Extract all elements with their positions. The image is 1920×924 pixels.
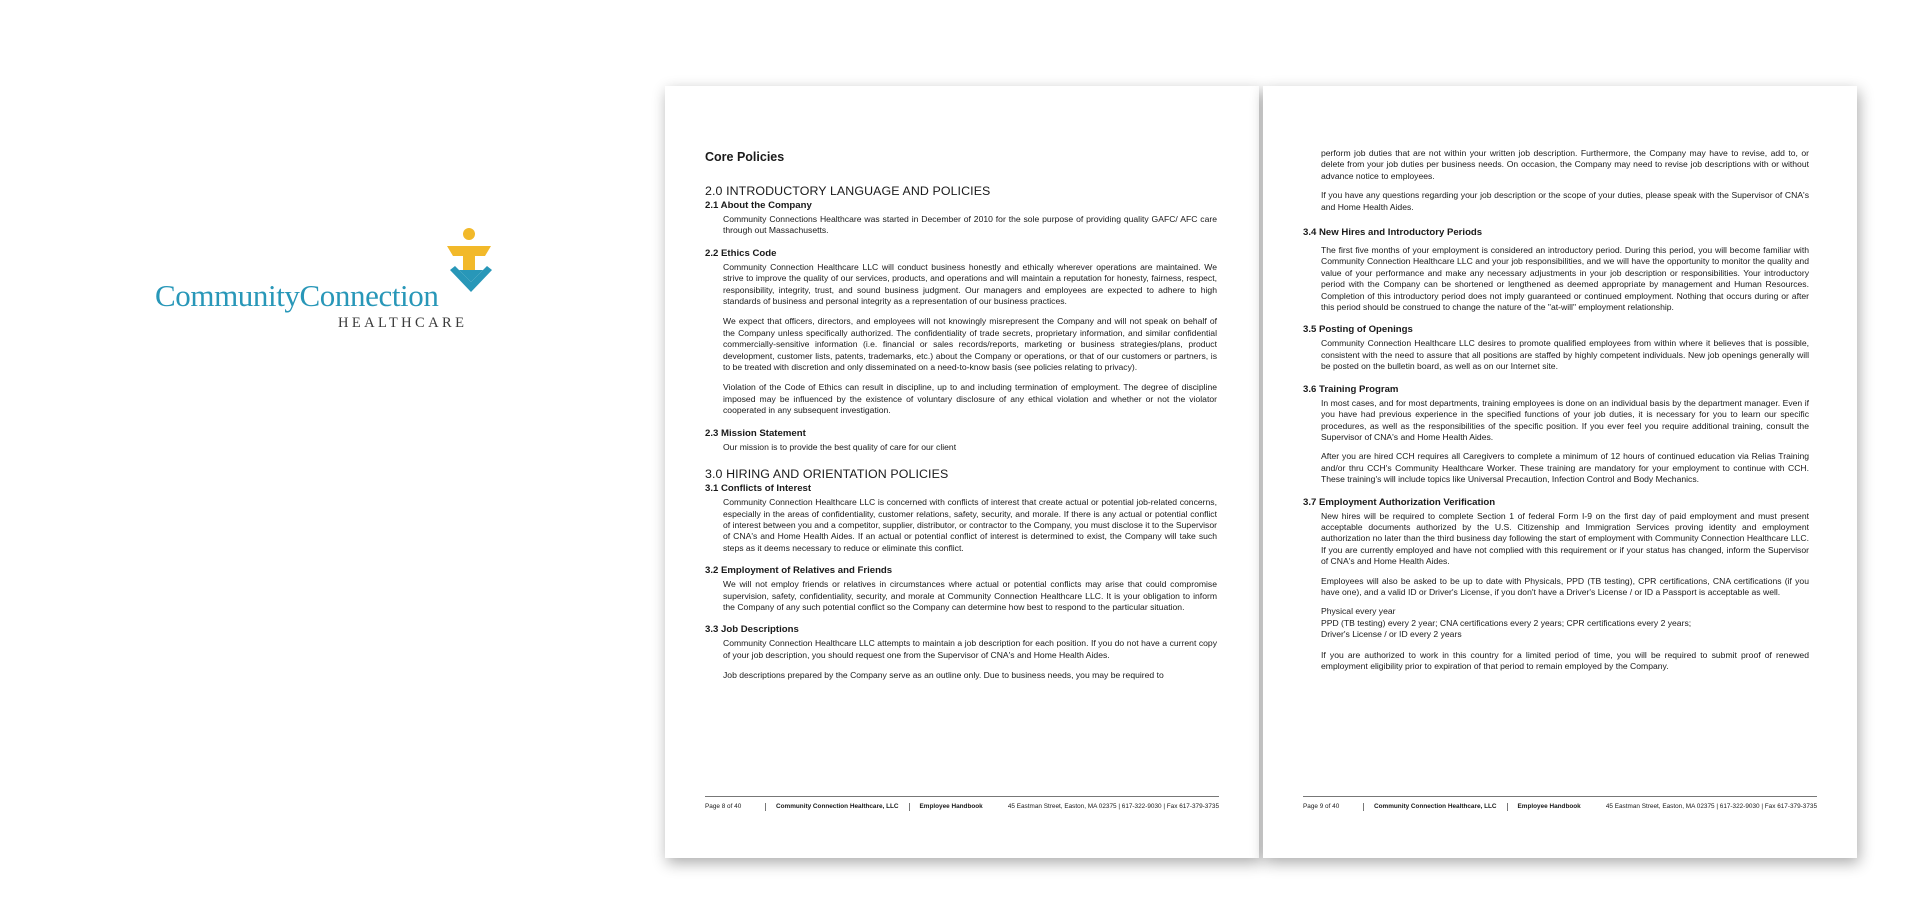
list-item: PPD (TB testing) every 2 year; CNA certifications every 2 years; CPR certifications every 2 years; [1321,617,1692,628]
handbook-page-9 [1263,86,1857,858]
paragraph: Job descriptions prepared by the Company serve as an outline only. Due to business needs, you may be required to [723,670,1164,681]
subsection-heading-2-1: 2.1 About the Company [705,200,812,211]
logo-sub-text: HEALTHCARE [338,315,468,331]
footer-address: 45 Eastman Street, Easton, MA 02375 | 617-322-9030 | Fax 617-379-3735 [1007,803,1219,810]
paragraph: Community Connection Healthcare LLC attempts to maintain a job description for each position. If you do not have a current copy of your job description, you should request one from the Supervisor of CNA's and Home Health Aides. [723,638,1217,660]
subsection-heading-3-2: 3.2 Employment of Relatives and Friends [705,565,893,577]
subsection-heading-3-4: 3.4 New Hires and Introductory Periods [1303,227,1483,239]
paragraph: Employees will also be asked to be up to date with Physicals, PPD (TB testing), CPR certifications, CNA certifications (if you have one), and a valid ID or Driver's License, if you don't have a Driver's License / or ID a Passport is acceptable as well. [1321,575,1809,597]
paragraph: If you are authorized to work in this country for a limited period of time, you will be required to submit proof of renewed employment eligibility prior to expiration of that period to remain employed by the Company. [1321,649,1809,671]
logo-brand-text: CommunityConnection [155,278,439,313]
paragraph: perform job duties that are not within your written job description. Furthermore, the Company may have to revise, add to, or delete from your job duties per business needs. On occasion, the Company may need to revise job descriptions with or without advance notice to employees. [1321,148,1809,181]
paragraph: Community Connections Healthcare was started in December of 2010 for the sole purpose of providing quality GAFC/ AFC care through out Massachusetts. [723,214,1217,236]
person-emblem-icon [445,226,505,306]
paragraph: We expect that officers, directors, and employees will not knowingly misrepresent the Company and will not speak on behalf of the Company unless specifically authorized. The confidentiality of trade secrets, proprietary information, and similar confidential commercially-sensitive information (i.e. financial or sales records/reports, marketing or business strategies/plans, product development, customer lists, patents, trademarks, etc.) about the Company or operations, or that of our customers or partners, is to be treated with discretion and only disseminated on a need-to-know basis (see policies relating to privacy). [723,316,1217,373]
footer-company: Community Connection Healthcare, LLC [776,803,899,810]
subsection-heading-3-6: 3.6 Training Program [1303,383,1399,395]
subsection-heading-2-2: 2.2 Ethics Code [705,247,777,259]
footer-page-number: Page 9 of 40 [1303,803,1340,810]
subsection-heading-3-5: 3.5 Posting of Openings [1303,324,1413,336]
paragraph: Violation of the Code of Ethics can result in discipline, up to and including termination of employment. The degree of discipline imposed may be influenced by the existence of voluntary disclosure of any ethical violation and whether or not the violator cooperated in any subsequent investigation. [723,382,1217,416]
handbook-page-8 [665,86,1259,858]
list-item: Physical every year [1321,606,1396,617]
section-heading-3-0: 3.0 HIRING AND ORIENTATION POLICIES [705,467,949,482]
page-title: Core Policies [705,150,785,164]
subsection-heading-3-3: 3.3 Job Descriptions [705,624,799,636]
paragraph: Our mission is to provide the best quality of care for our client [723,441,957,452]
paragraph: We will not employ friends or relatives in circumstances where actual or potential conflicts may arise that could compromise supervision, safety, confidentiality, security, and morale at Community Connection Healthcare LLC. It is your obligation to inform the Company of any such potential conflict so the Company can determine how best to respond to the particular situation. [723,579,1217,612]
footer-handbook: Employee Handbook [919,803,983,810]
section-heading-2-0: 2.0 INTRODUCTORY LANGUAGE AND POLICIES [705,184,991,198]
paragraph: Community Connection Healthcare LLC desires to promote qualified employees from within where it believes that is possible, consistent with the need to assure that all positions are staffed by highly competent individuals. New job openings generally will be posted on the bulletin board, as well as on our Internet site. [1321,338,1809,372]
page-footer [1303,796,1817,811]
company-logo [155,226,515,336]
paragraph: In most cases, and for most departments, training employees is done on an individual basis by the department manager. Even if you have had previous experience in the specified functions of your job duties, it is necessary for you to learn our specific procedures, as well as the responsibilities of the specific position. If you ever feel you require additional training, consult the Supervisor of CNA's and Home Health Aides. [1321,397,1809,442]
paragraph: After you are hired CCH requires all Caregivers to complete a minimum of 12 hours of continued education via Relias Training and/or thru CCH's Community Healthcare Worker. These training are mandatory for your employment to continue with CCH. These training's will include topics like Universal Precaution, Infection Control and Body Mechanics. [1321,451,1809,485]
paragraph: Community Connection Healthcare LLC is concerned with conflicts of interest that create actual or potential job-related concerns, especially in the areas of confidentiality, customer relations, safety, security, and morale. If there is any actual or potential conflict of interest between you and a competitor, supplier, distributor, or contractor to the Company, you must disclose it to the Supervisor of CNA's and Home Health Aides. If an actual or potential conflict of interest is determined to exist, the Company will take such steps as it deems necessary to reduce or eliminate this conflict. [723,497,1217,553]
subsection-heading-3-1: 3.1 Conflicts of Interest [705,483,812,495]
paragraph: New hires will be required to complete Section 1 of federal Form I-9 on the first day of paid employment and must present acceptable documents authorized by the U.S. Citizenship and Immigration Services proving identity and employment authorization no later than the third business day following the start of employment with Community Connection Healthcare LLC. If you are currently employed and have not complied with this requirement or if your status has changed, inform the Supervisor of CNA's and Home Health Aides. [1321,510,1809,567]
footer-address: 45 Eastman Street, Easton, MA 02375 | 617-322-9030 | Fax 617-379-3735 [1605,803,1817,810]
footer-company: Community Connection Healthcare, LLC [1374,803,1497,810]
footer-handbook: Employee Handbook [1517,803,1581,810]
renewal-list [1303,606,1809,640]
paragraph: The first five months of your employment is considered an introductory period. During this period, you will become familiar with Community Connection Healthcare LLC and your job responsibilities, and we will have the opportunity to monitor the quality and value of your performance and make any necessary adjustments in your job description or responsibilities. Your introductory period with the Company can be shortened or lengthened as deemed appropriate by management and Human Resources. Completion of this introductory period does not imply guaranteed or continued employment. Nothing that occurs during or after this period should be construed to change the nature of the "at-will" employment relationship. [1321,245,1809,313]
paragraph: Community Connection Healthcare LLC will conduct business honestly and ethically wherever operations are maintained. We strive to improve the quality of our services, products, and operations and will maintain a reputation for honesty, fairness, respect, responsibility, integrity, trust, and sound business judgment. Our managers and employees are expected to adhere to high standards of business and personal integrity as a representation of our business practices. [723,261,1217,307]
subsection-heading-3-7: 3.7 Employment Authorization Verification [1303,496,1496,508]
paragraph: If you have any questions regarding your job description or the scope of your duties, please speak with the Supervisor of CNA's and Home Health Aides. [1321,190,1809,212]
page-footer [705,796,1219,811]
subsection-heading-2-3: 2.3 Mission Statement [705,427,806,439]
footer-page-number: Page 8 of 40 [705,803,742,810]
list-item: Driver's License / or ID every 2 years [1321,629,1462,640]
